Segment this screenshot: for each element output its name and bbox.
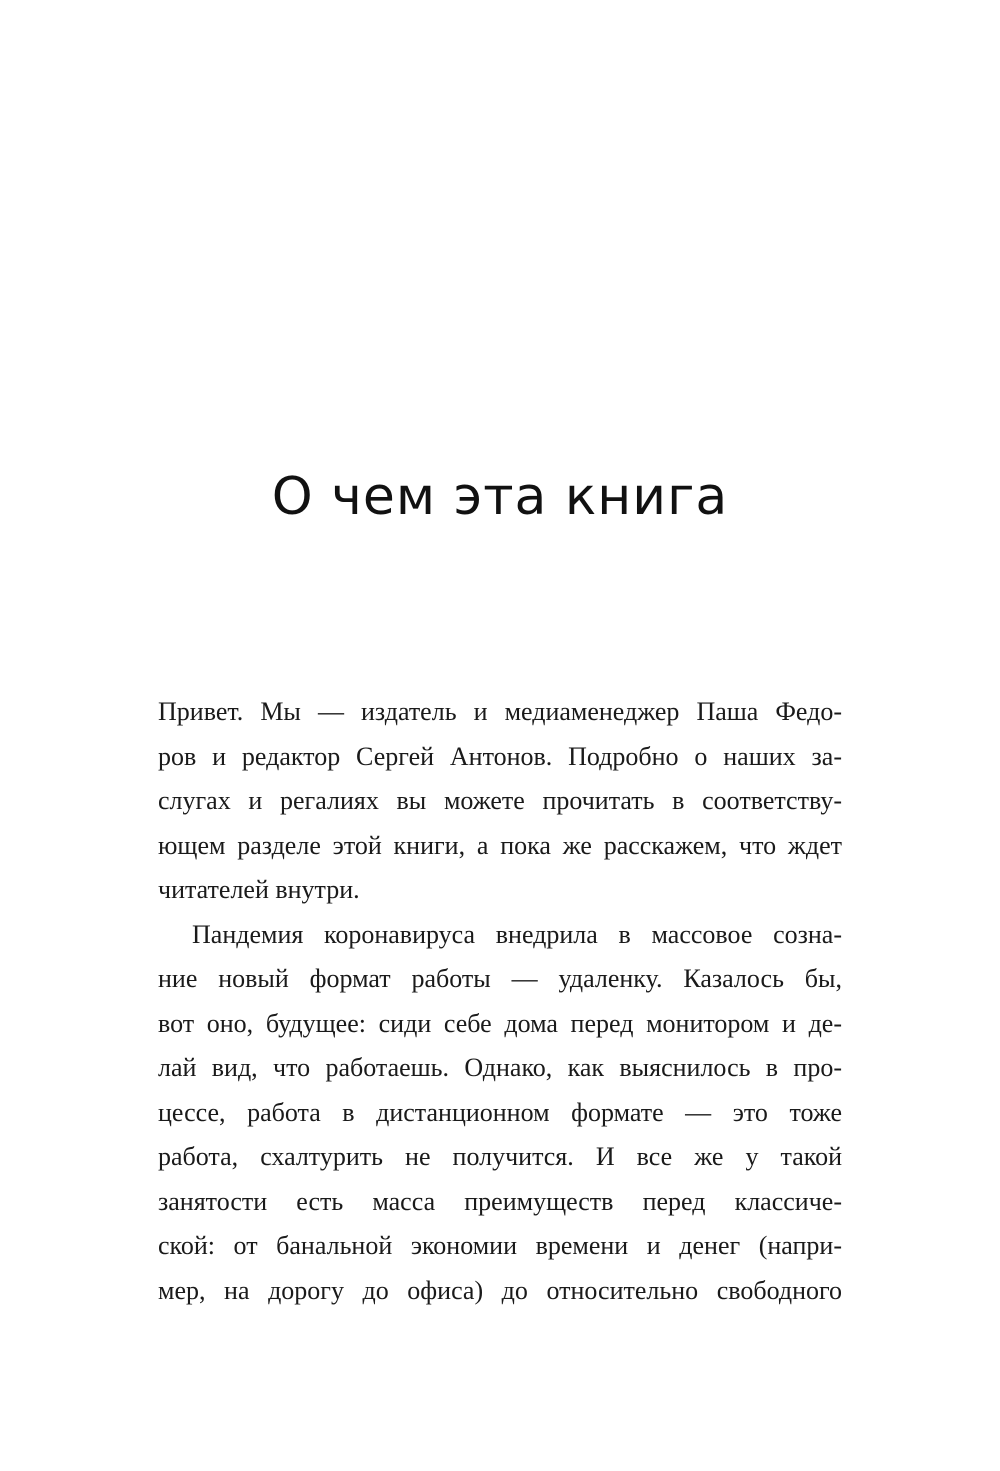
- paragraph-intro: [158, 690, 842, 913]
- text-line: Привет. Мы — издатель и медиаменеджер Паша Федо-: [158, 697, 842, 726]
- text-line: слугах и регалиях вы можете прочитать в соответству-: [158, 786, 842, 815]
- text-line: работа, схалтурить не получится. И все же у такой: [158, 1142, 842, 1171]
- text-line: мер, на дорогу до офиса) до относительно свободного: [158, 1275, 842, 1305]
- text-line: Пандемия коронавируса внедрила в массовое созна-: [192, 919, 842, 949]
- text-line: вот оно, будущее: сиди себе дома перед монитором и де-: [158, 1008, 842, 1038]
- text-line: цессе, работа в дистанционном формате — это тоже: [158, 1097, 842, 1127]
- text-line: занятости есть масса преимуществ перед классиче-: [158, 1186, 842, 1216]
- text-line: ние новый формат работы — удаленку. Казалось бы,: [158, 964, 842, 993]
- chapter-title: О чем эта книга: [271, 467, 729, 527]
- text-line: ской: от банальной экономии времени и денег (напри-: [158, 1231, 842, 1260]
- text-line: ющем разделе этой книги, а пока же расскажем, что ждет: [158, 830, 842, 860]
- text-line: ров и редактор Сергей Антонов. Подробно о наших за-: [158, 741, 842, 771]
- body-text: [158, 690, 842, 1313]
- text-line: лай вид, что работаешь. Однако, как выяснилось в про-: [158, 1053, 842, 1082]
- text-line: читателей внутри.: [158, 875, 360, 904]
- paragraph-pandemic: [158, 913, 842, 1314]
